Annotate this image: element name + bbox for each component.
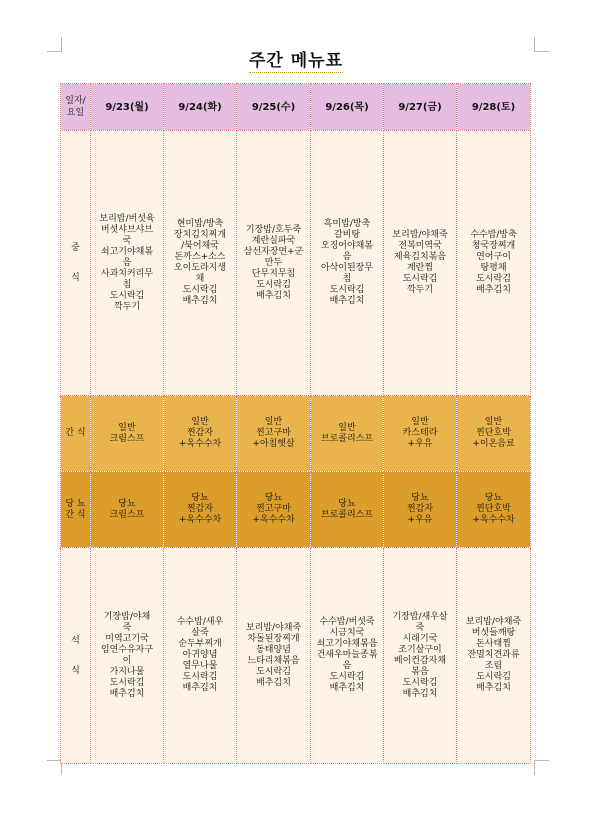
snack-cell: 일반 찐단호박 +이온음료 [457, 396, 531, 472]
diabetic-snack-cell: 당뇨 찐감자 +옥수수차 [164, 472, 237, 548]
menu-table [60, 83, 531, 764]
lunch-cell: 현미밥/방축 장치김치찌개 /북어채국 돈까스+소스 오이도라지생 채 도시락김 배추김치 [164, 131, 237, 396]
dinner-label [61, 548, 91, 764]
dinner-label-text: 석 식 [71, 635, 80, 676]
day-header: 9/28(토) [457, 84, 531, 131]
snack-cell: 일반 카스테라 +우유 [384, 396, 457, 472]
header-row [61, 84, 531, 131]
day-header: 9/26(목) [311, 84, 384, 131]
snack-row [61, 396, 531, 472]
dinner-cell: 수수밥/새우 살죽 순두부찌개 아귀양념 열무나물 도시락김 배추김치 [164, 548, 237, 764]
snack-cell: 일반 찐감자 +옥수수차 [164, 396, 237, 472]
lunch-cell: 흑미밥/방축 갈비탕 오징어야채볶 음 아삭이된장무 침 도시락김 배추김치 [311, 131, 384, 396]
dinner-cell: 수수밥/버섯죽 시금치국 쇠고기야채볶음 건새우마늘종볶 음 도시락김 배추김치 [311, 548, 384, 764]
lunch-cell: 기장밥/호두죽 계란실파국 삼선자장면+군 만두 단무지무침 도시락김 배추김치 [237, 131, 311, 396]
corner-label: 일자/ 요일 [61, 84, 91, 131]
diabetic-snack-row [61, 472, 531, 548]
dinner-cell: 기장밥/새우살 죽 시래기국 조기살구이 베이컨감자채 볶음 도시락김 배추김치 [384, 548, 457, 764]
lunch-row [61, 131, 531, 396]
day-header: 9/24(화) [164, 84, 237, 131]
lunch-cell: 보리밥/야채죽 전복미역국 제육김치볶음 계란찜 도시락김 깍두기 [384, 131, 457, 396]
crop-mark-bottom-right [534, 760, 549, 775]
lunch-label [61, 131, 91, 396]
snack-cell: 일반 브로콜리스프 [311, 396, 384, 472]
diabetic-snack-cell: 당뇨 찐감자 +우유 [384, 472, 457, 548]
diabetic-snack-cell: 당뇨 찐단호박 +옥수수차 [457, 472, 531, 548]
snack-cell: 일반 찐고구마 +아침햇살 [237, 396, 311, 472]
day-header: 9/25(수) [237, 84, 311, 131]
snack-label: 간 식 [61, 396, 91, 472]
snack-cell: 일반 크림스프 [91, 396, 164, 472]
page-title-text: 주간 메뉴표 [248, 51, 344, 71]
dinner-cell: 기장밥/야채 죽 미역고기국 임연수유자구 이 가지나물 도시락김 배추김치 [91, 548, 164, 764]
diabetic-snack-cell: 당뇨 크림스프 [91, 472, 164, 548]
dinner-cell: 보리밥/야채죽 버섯들깨탕 돈사태찜 잔멸치견과류 조림 도시락김 배추김치 [457, 548, 531, 764]
lunch-cell: 수수밥/방축 청국장찌개 연어구이 탕평채 도시락김 배추김치 [457, 131, 531, 396]
lunch-label-text: 중 식 [71, 243, 80, 283]
diabetic-snack-cell: 당뇨 찐고구마 +옥수수차 [237, 472, 311, 548]
diabetic-snack-label: 당 뇨 간 식 [61, 472, 91, 548]
page-title [0, 46, 592, 71]
dinner-row [61, 548, 531, 764]
lunch-cell: 보리밥/버섯육 버섯샤브샤브 국 쇠고기야채볶 음 사과치커리무 침 도시락김 깍두기 [91, 131, 164, 396]
diabetic-snack-cell: 당뇨 브로콜리스프 [311, 472, 384, 548]
dinner-cell: 보리밥/야채죽 차돌된장찌개 동태양념 느타리채볶음 도시락김 배추김치 [237, 548, 311, 764]
day-header: 9/23(월) [91, 84, 164, 131]
day-header: 9/27(금) [384, 84, 457, 131]
